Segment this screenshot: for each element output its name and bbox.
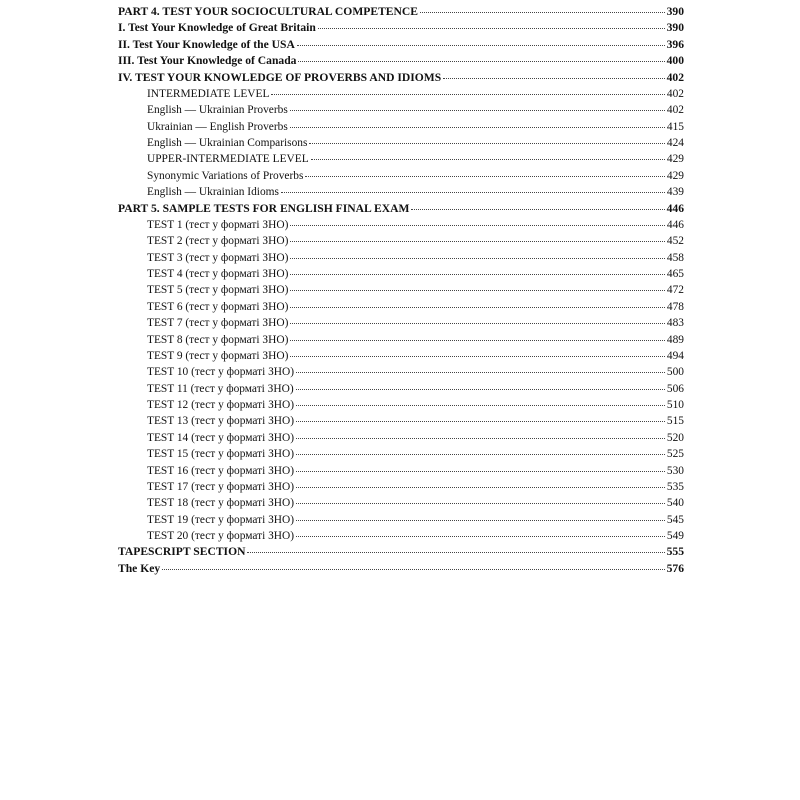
toc-leader-dots bbox=[271, 84, 665, 95]
toc-entry-title: Synonymic Variations of Proverbs bbox=[147, 169, 304, 182]
toc-entry-page-number: 520 bbox=[666, 431, 684, 444]
toc-entry-title: The Key bbox=[118, 561, 161, 575]
toc-entry-page-number: 483 bbox=[666, 317, 684, 330]
toc-entry-page-number: 515 bbox=[666, 415, 684, 428]
toc-entry-page-number: 576 bbox=[666, 561, 684, 575]
toc-leader-dots bbox=[296, 411, 665, 422]
toc-entry-page-number: 402 bbox=[666, 104, 684, 117]
toc-entry-page-number: 489 bbox=[666, 333, 684, 346]
toc-entry-title: TEST 6 (тест у форматі ЗНО) bbox=[147, 300, 289, 313]
toc-entry-page-number: 439 bbox=[666, 186, 684, 199]
toc-leader-dots bbox=[290, 346, 665, 357]
toc-entry-page-number: 540 bbox=[666, 497, 684, 510]
toc-entry-page-number: 402 bbox=[666, 87, 684, 100]
toc-entry-page-number: 400 bbox=[666, 54, 684, 68]
toc-entry-title: TEST 2 (тест у форматі ЗНО) bbox=[147, 235, 289, 248]
toc-entry-title: I. Test Your Knowledge of Great Britain bbox=[118, 21, 316, 35]
toc-entry-title: INTERMEDIATE LEVEL bbox=[147, 87, 270, 100]
toc-leader-dots bbox=[297, 35, 665, 46]
toc-leader-dots bbox=[298, 51, 665, 62]
toc-leader-dots bbox=[305, 166, 665, 177]
toc-entry-page-number: 429 bbox=[666, 153, 684, 166]
toc-leader-dots bbox=[411, 199, 665, 210]
toc-entry-page-number: 424 bbox=[666, 137, 684, 149]
toc-entry-title: PART 4. TEST YOUR SOCIOCULTURAL COMPETENCE bbox=[118, 5, 419, 18]
toc-leader-dots bbox=[290, 215, 665, 226]
toc-leader-dots bbox=[309, 133, 665, 144]
toc-entry-page-number: 390 bbox=[666, 5, 684, 18]
toc-entry-page-number: 506 bbox=[666, 382, 684, 395]
toc-entry-title: English — Ukrainian Proverbs bbox=[147, 104, 288, 117]
toc-entry-title: TEST 16 (тест у форматі ЗНО) bbox=[147, 464, 295, 477]
toc-entry-title: TEST 20 (тест у форматі ЗНО) bbox=[147, 530, 295, 542]
toc-leader-dots bbox=[290, 330, 665, 341]
toc-entry-title: III. Test Your Knowledge of Canada bbox=[118, 54, 297, 68]
toc-leader-dots bbox=[247, 542, 665, 553]
toc-leader-dots bbox=[290, 231, 665, 242]
toc-entry-title: TEST 8 (тест у форматі ЗНО) bbox=[147, 333, 289, 346]
toc-entry-title: PART 5. SAMPLE TESTS FOR ENGLISH FINAL EXAM bbox=[118, 201, 410, 215]
toc-entry-title: Ukrainian — English Proverbs bbox=[147, 120, 288, 133]
toc-leader-dots bbox=[296, 362, 665, 373]
toc-leader-dots bbox=[290, 100, 665, 111]
toc-entry-page-number: 525 bbox=[666, 448, 684, 461]
toc-entry-title: TEST 12 (тест у форматі ЗНО) bbox=[147, 399, 295, 411]
toc-entry-title: TEST 18 (тест у форматі ЗНО) bbox=[147, 497, 295, 510]
toc-leader-dots bbox=[290, 313, 665, 324]
toc-entry-title: TEST 3 (тест у форматі ЗНО) bbox=[147, 251, 289, 264]
toc-leader-dots bbox=[296, 526, 665, 537]
toc-leader-dots bbox=[443, 68, 665, 79]
toc-entry-title: TEST 1 (тест у форматі ЗНО) bbox=[147, 218, 289, 231]
toc-entry-page-number: 500 bbox=[666, 366, 684, 379]
toc-entry-title: TEST 15 (тест у форматі ЗНО) bbox=[147, 448, 295, 461]
table-of-contents bbox=[118, 4, 684, 577]
toc-entry-title: II. Test Your Knowledge of the USA bbox=[118, 37, 295, 51]
toc-leader-dots bbox=[420, 2, 665, 13]
toc-entry bbox=[118, 561, 684, 577]
toc-leader-dots bbox=[290, 264, 665, 275]
toc-entry-title: IV. TEST YOUR KNOWLEDGE OF PROVERBS AND IDIOMS bbox=[118, 70, 442, 84]
toc-entry-page-number: 510 bbox=[666, 399, 684, 411]
toc-entry-page-number: 535 bbox=[666, 480, 684, 493]
toc-entry-page-number: 415 bbox=[666, 120, 684, 133]
toc-leader-dots bbox=[296, 461, 665, 472]
toc-leader-dots bbox=[296, 493, 665, 504]
toc-entry-page-number: 555 bbox=[666, 545, 684, 559]
toc-entry-title: TEST 17 (тест у форматі ЗНО) bbox=[147, 480, 295, 493]
toc-entry-page-number: 452 bbox=[666, 235, 684, 248]
toc-entry-title: TEST 11 (тест у форматі ЗНО) bbox=[147, 382, 294, 395]
toc-entry-page-number: 458 bbox=[666, 251, 684, 264]
toc-entry-title: TEST 4 (тест у форматі ЗНО) bbox=[147, 268, 289, 280]
toc-leader-dots bbox=[296, 428, 665, 439]
toc-entry-title: UPPER-INTERMEDIATE LEVEL bbox=[147, 153, 309, 166]
toc-leader-dots bbox=[296, 444, 665, 455]
toc-leader-dots bbox=[290, 297, 665, 308]
toc-leader-dots bbox=[296, 477, 665, 488]
toc-entry-title: TEST 5 (тест у форматі ЗНО) bbox=[147, 284, 289, 297]
toc-entry-title: TEST 19 (тест у форматі ЗНО) bbox=[147, 513, 295, 526]
toc-entry-title: English — Ukrainian Idioms bbox=[147, 186, 279, 199]
toc-entry-page-number: 396 bbox=[666, 37, 684, 51]
toc-entry-page-number: 478 bbox=[666, 300, 684, 313]
toc-entry-title: TEST 14 (тест у форматі ЗНО) bbox=[147, 431, 295, 444]
toc-leader-dots bbox=[290, 280, 665, 291]
toc-leader-dots bbox=[318, 18, 665, 29]
toc-entry-page-number: 402 bbox=[666, 70, 684, 84]
toc-entry-page-number: 545 bbox=[666, 513, 684, 526]
toc-entry-title: TEST 13 (тест у форматі ЗНО) bbox=[147, 415, 295, 428]
toc-entry-page-number: 530 bbox=[666, 464, 684, 477]
toc-entry-title: TEST 10 (тест у форматі ЗНО) bbox=[147, 366, 295, 379]
toc-leader-dots bbox=[296, 379, 665, 390]
toc-leader-dots bbox=[296, 395, 665, 406]
toc-leader-dots bbox=[290, 117, 665, 128]
toc-entry-title: TEST 9 (тест у форматі ЗНО) bbox=[147, 349, 289, 362]
toc-leader-dots bbox=[290, 248, 665, 259]
toc-entry-title: TAPESCRIPT SECTION bbox=[118, 545, 246, 559]
toc-leader-dots bbox=[311, 149, 665, 160]
toc-entry-page-number: 472 bbox=[666, 284, 684, 297]
toc-entry-page-number: 390 bbox=[666, 21, 684, 35]
toc-entry-page-number: 465 bbox=[666, 268, 684, 280]
toc-entry-page-number: 446 bbox=[666, 201, 684, 215]
toc-leader-dots bbox=[281, 182, 665, 193]
toc-entry-title: TEST 7 (тест у форматі ЗНО) bbox=[147, 317, 289, 330]
toc-entry-page-number: 549 bbox=[666, 530, 684, 542]
toc-leader-dots bbox=[162, 559, 665, 570]
toc-entry-page-number: 446 bbox=[666, 218, 684, 231]
toc-leader-dots bbox=[296, 510, 665, 521]
toc-entry-page-number: 494 bbox=[666, 349, 684, 362]
toc-entry-title: English — Ukrainian Comparisons bbox=[147, 137, 308, 149]
toc-entry-page-number: 429 bbox=[666, 169, 684, 182]
